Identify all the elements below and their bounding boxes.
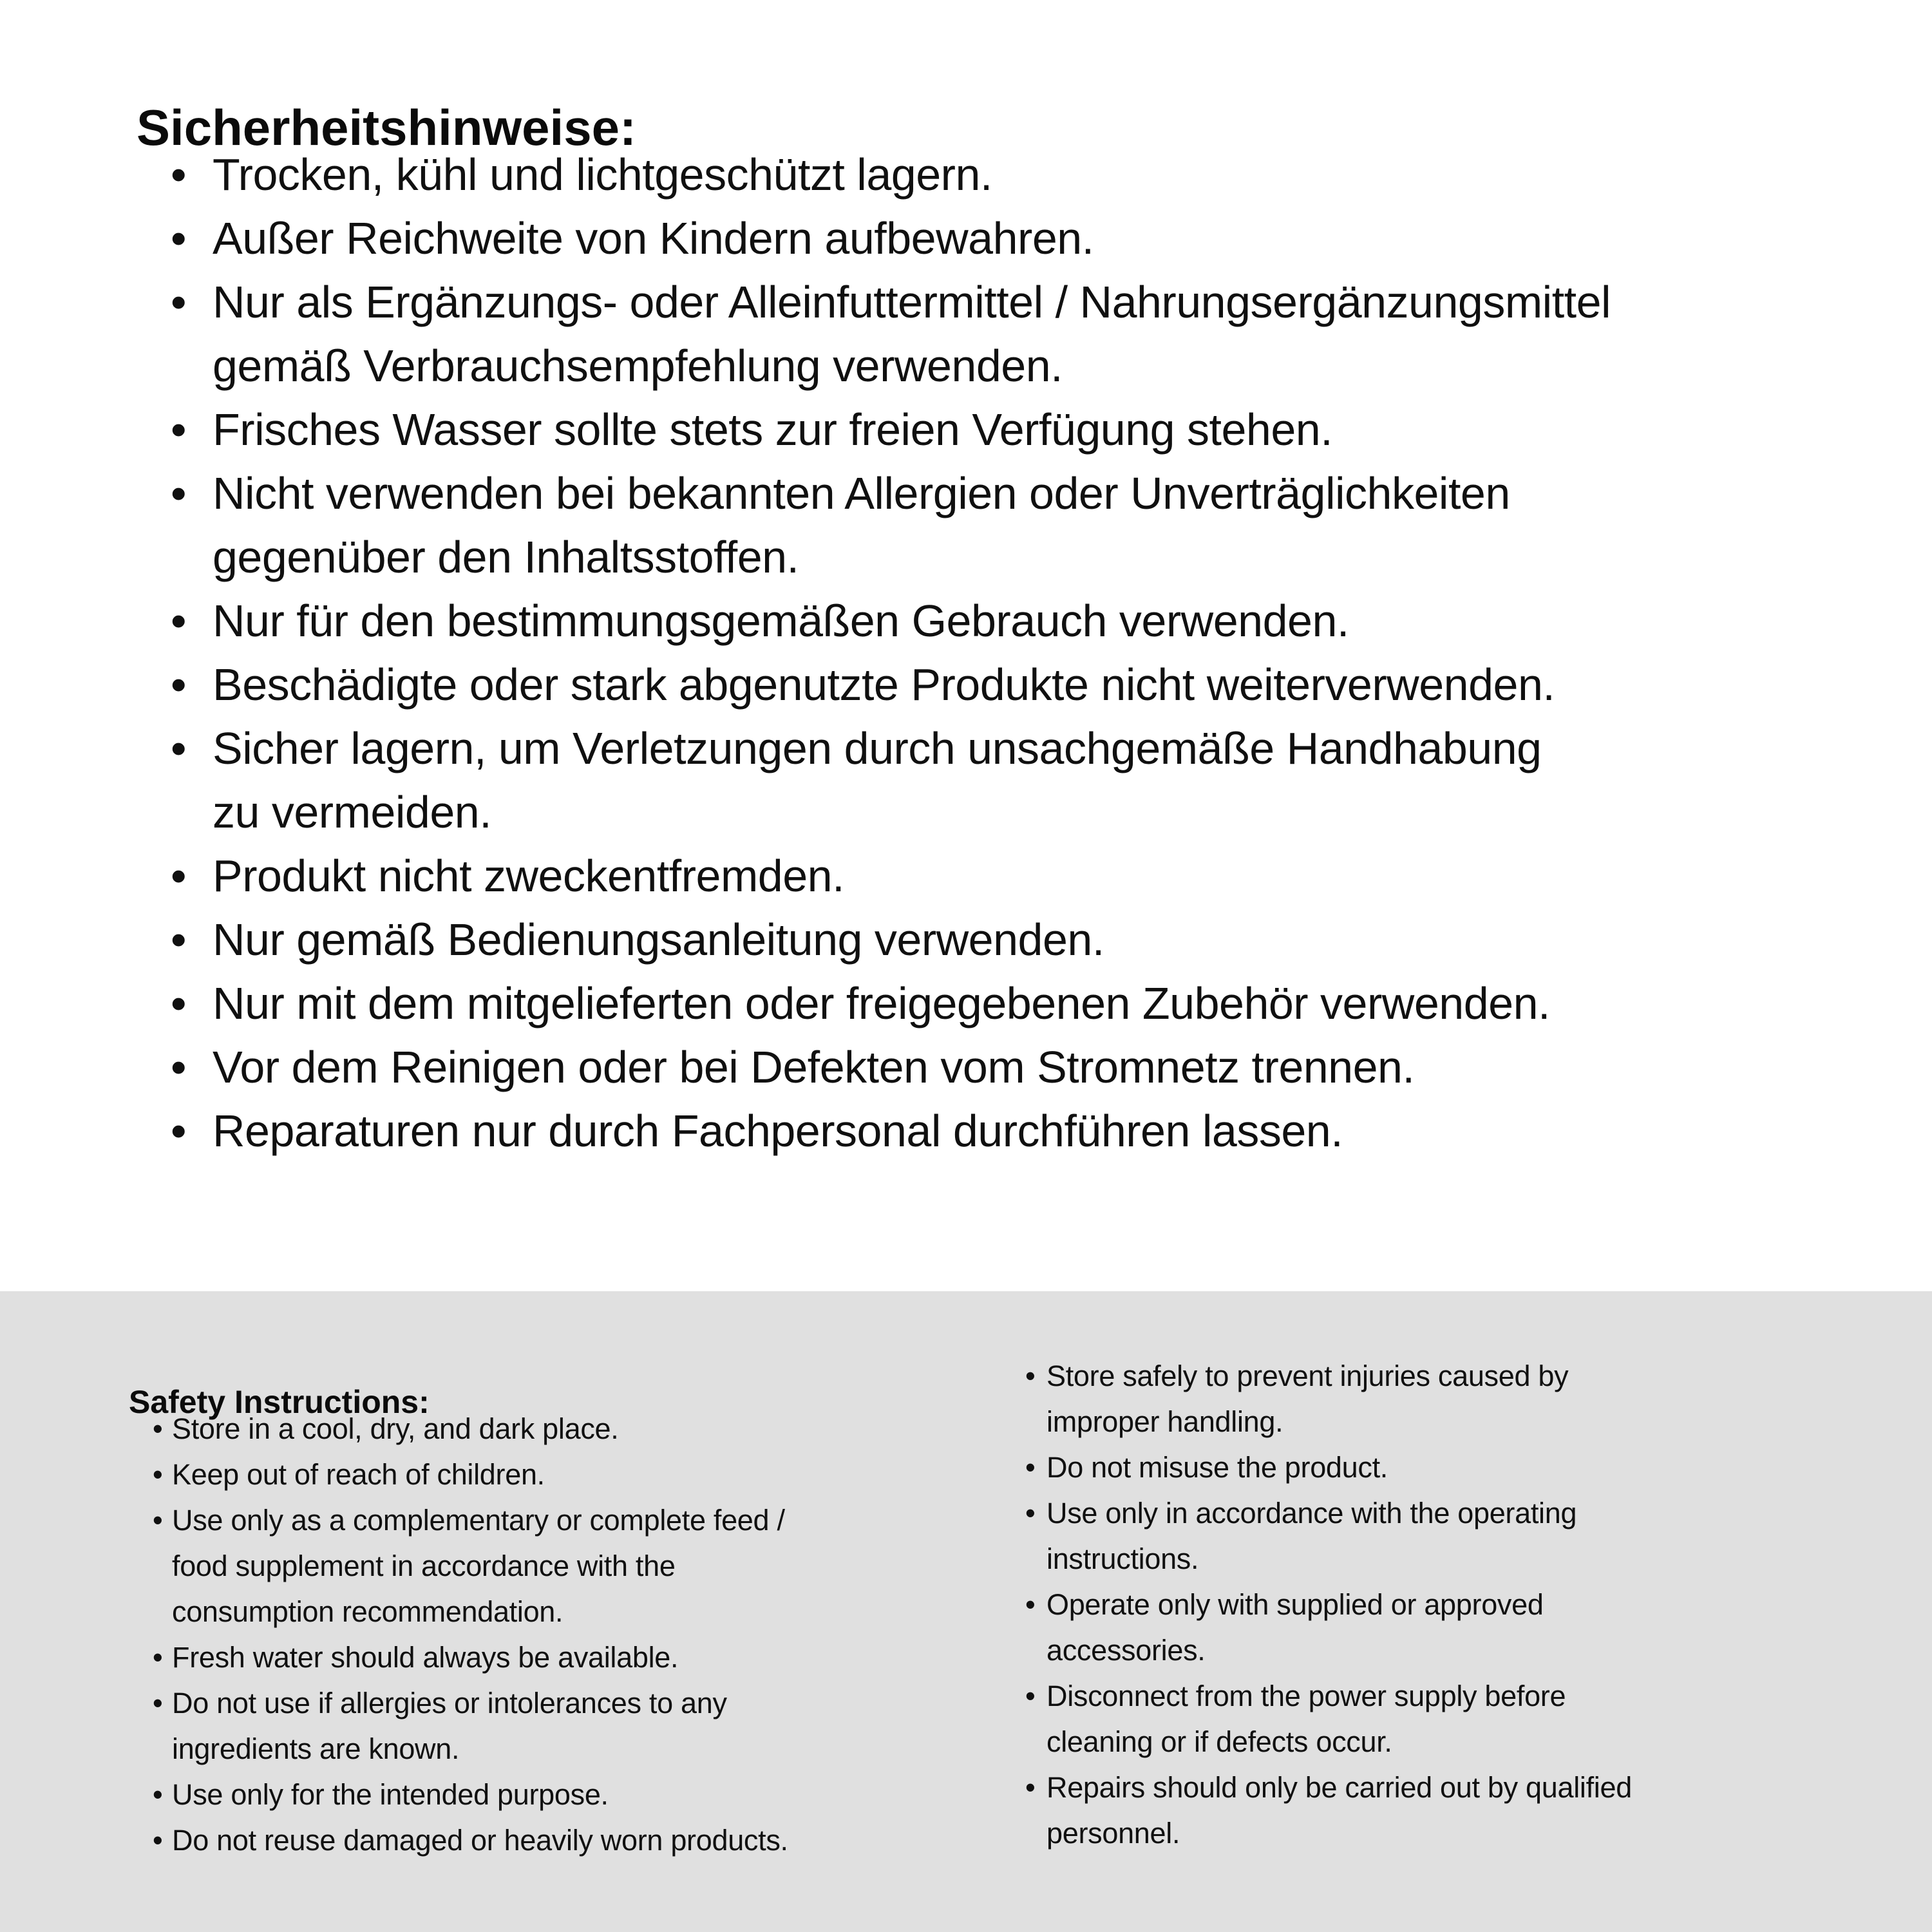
english-right-item-3 bbox=[1025, 1490, 1632, 1582]
item-line: consumption recommendation. bbox=[172, 1595, 564, 1628]
item-line: Disconnect from the power supply before bbox=[1046, 1680, 1566, 1712]
item-line: Operate only with supplied or approved bbox=[1046, 1588, 1544, 1621]
item-line: Nur mit dem mitgelieferten oder freigegebenen Zubehör verwenden. bbox=[213, 978, 1550, 1028]
item-line: Do not use if allergies or intolerances to any bbox=[172, 1687, 727, 1719]
bullet-icon: • bbox=[1025, 1680, 1036, 1712]
item-line: cleaning or if defects occur. bbox=[1046, 1725, 1392, 1758]
bullet-icon: • bbox=[171, 978, 187, 1028]
bullet-icon: • bbox=[171, 404, 187, 455]
english-left-item-1 bbox=[153, 1406, 788, 1452]
bullet-icon: • bbox=[171, 659, 187, 710]
item-line: Store safely to prevent injuries caused by bbox=[1046, 1359, 1569, 1392]
english-left-item-3 bbox=[153, 1497, 788, 1634]
bullet-icon: • bbox=[171, 914, 187, 965]
english-left-item-5 bbox=[153, 1680, 788, 1772]
bullet-icon: • bbox=[153, 1778, 163, 1811]
german-item-12 bbox=[171, 1036, 1611, 1099]
german-item-9 bbox=[171, 844, 1611, 908]
item-line: ingredients are known. bbox=[172, 1732, 460, 1765]
german-item-10 bbox=[171, 908, 1611, 972]
item-line: improper handling. bbox=[1046, 1405, 1283, 1438]
bullet-icon: • bbox=[153, 1458, 163, 1491]
item-line: Reparaturen nur durch Fachpersonal durchführen lassen. bbox=[213, 1106, 1343, 1156]
german-item-5 bbox=[171, 462, 1611, 589]
german-list bbox=[171, 143, 1611, 1163]
english-title: Safety Instructions: bbox=[129, 1383, 430, 1420]
bullet-icon: • bbox=[171, 723, 187, 773]
bullet-icon: • bbox=[171, 851, 187, 901]
german-item-3 bbox=[171, 270, 1611, 398]
item-line: personnel. bbox=[1046, 1817, 1180, 1850]
bullet-icon: • bbox=[153, 1504, 163, 1537]
english-left-item-6 bbox=[153, 1772, 788, 1817]
item-line: accessories. bbox=[1046, 1634, 1206, 1667]
item-line: Use only as a complementary or complete feed / bbox=[172, 1504, 785, 1537]
item-line: Nur als Ergänzungs- oder Alleinfuttermittel / Nahrungsergänzungsmittel bbox=[213, 277, 1611, 327]
german-item-6 bbox=[171, 589, 1611, 653]
german-item-11 bbox=[171, 972, 1611, 1036]
bullet-icon: • bbox=[171, 213, 187, 263]
bullet-icon: • bbox=[1025, 1359, 1036, 1392]
bullet-icon: • bbox=[153, 1687, 163, 1719]
item-line: Nur gemäß Bedienungsanleitung verwenden. bbox=[213, 914, 1104, 965]
item-line: Produkt nicht zweckentfremden. bbox=[213, 851, 845, 901]
item-line: zu vermeiden. bbox=[213, 787, 492, 837]
bullet-icon: • bbox=[171, 1042, 187, 1092]
item-line: Nur für den bestimmungsgemäßen Gebrauch verwenden. bbox=[213, 596, 1349, 646]
item-line: Vor dem Reinigen oder bei Defekten vom Stromnetz trennen. bbox=[213, 1042, 1415, 1092]
english-right-item-1 bbox=[1025, 1353, 1632, 1444]
item-line: food supplement in accordance with the bbox=[172, 1549, 676, 1582]
german-item-8 bbox=[171, 717, 1611, 844]
bullet-icon: • bbox=[1025, 1588, 1036, 1621]
item-line: Do not reuse damaged or heavily worn products. bbox=[172, 1824, 788, 1857]
bullet-icon: • bbox=[171, 149, 187, 200]
english-right-item-6 bbox=[1025, 1765, 1632, 1856]
english-right-item-4 bbox=[1025, 1582, 1632, 1673]
item-line: Do not misuse the product. bbox=[1046, 1451, 1388, 1484]
bullet-icon: • bbox=[171, 277, 187, 327]
item-line: Use only for the intended purpose. bbox=[172, 1778, 609, 1811]
english-right-item-2 bbox=[1025, 1444, 1632, 1490]
item-line: gemäß Verbrauchsempfehlung verwenden. bbox=[213, 341, 1063, 391]
bullet-icon: • bbox=[153, 1641, 163, 1674]
english-left-item-7 bbox=[153, 1817, 788, 1863]
item-line: Außer Reichweite von Kindern aufbewahren. bbox=[213, 213, 1094, 263]
item-line: Nicht verwenden bei bekannten Allergien oder Unverträglichkeiten bbox=[213, 468, 1510, 518]
item-line: gegenüber den Inhaltsstoffen. bbox=[213, 532, 799, 582]
item-line: Frisches Wasser sollte stets zur freien Verfügung stehen. bbox=[213, 404, 1333, 455]
item-line: Store in a cool, dry, and dark place. bbox=[172, 1412, 619, 1445]
english-left-item-4 bbox=[153, 1634, 788, 1680]
item-line: Fresh water should always be available. bbox=[172, 1641, 679, 1674]
item-line: Repairs should only be carried out by qualified bbox=[1046, 1771, 1632, 1804]
item-line: Beschädigte oder stark abgenutzte Produkte nicht weiterverwenden. bbox=[213, 659, 1555, 710]
bullet-icon: • bbox=[171, 468, 187, 518]
item-line: Sicher lagern, um Verletzungen durch unsachgemäße Handhabung bbox=[213, 723, 1542, 773]
german-item-4 bbox=[171, 398, 1611, 462]
item-line: Keep out of reach of children. bbox=[172, 1458, 545, 1491]
english-right-list bbox=[1025, 1353, 1632, 1856]
german-item-7 bbox=[171, 653, 1611, 717]
item-line: Trocken, kühl und lichtgeschützt lagern. bbox=[213, 149, 992, 200]
bullet-icon: • bbox=[171, 596, 187, 646]
bullet-icon: • bbox=[1025, 1771, 1036, 1804]
german-item-1 bbox=[171, 143, 1611, 207]
bullet-icon: • bbox=[153, 1824, 163, 1857]
german-item-2 bbox=[171, 207, 1611, 270]
english-left-item-2 bbox=[153, 1452, 788, 1497]
german-title: Sicherheitshinweise: bbox=[137, 99, 636, 156]
english-right-item-5 bbox=[1025, 1673, 1632, 1765]
english-left-list bbox=[153, 1406, 788, 1863]
item-line: Use only in accordance with the operating bbox=[1046, 1497, 1577, 1530]
bullet-icon: • bbox=[171, 1106, 187, 1156]
bullet-icon: • bbox=[153, 1412, 163, 1445]
german-item-13 bbox=[171, 1099, 1611, 1163]
bullet-icon: • bbox=[1025, 1497, 1036, 1530]
bullet-icon: • bbox=[1025, 1451, 1036, 1484]
item-line: instructions. bbox=[1046, 1542, 1199, 1575]
